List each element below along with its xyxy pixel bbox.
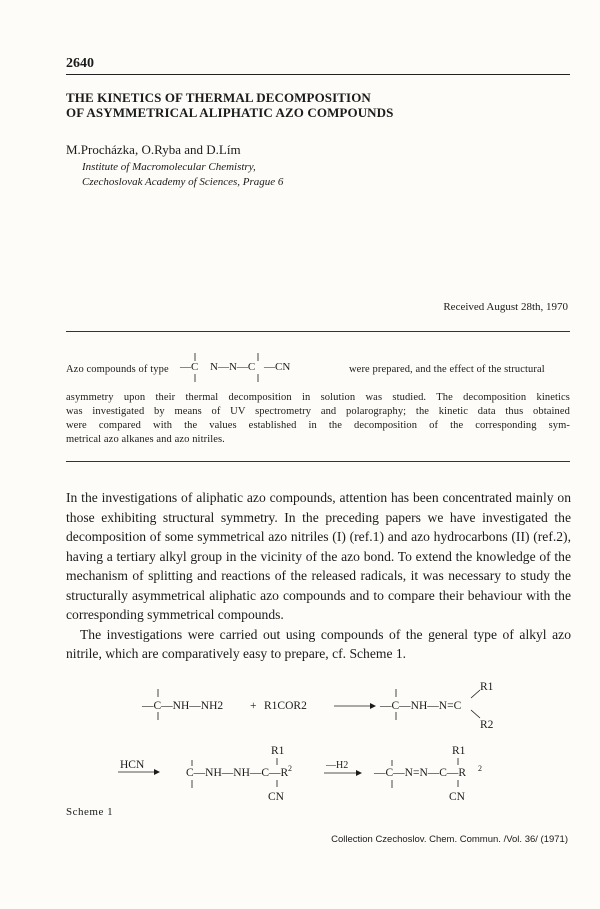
abstract-line-4: were compared with the values established in the decomposition of the corresponding sym- bbox=[66, 420, 570, 431]
row2-r1-a: R1 bbox=[271, 745, 285, 757]
abstract-line-1-pre: Azo compounds of type bbox=[66, 364, 169, 375]
svg-text:2: 2 bbox=[478, 764, 482, 773]
title-line-1: THE KINETICS OF THERMAL DECOMPOSITION bbox=[66, 90, 371, 105]
scheme-label: Scheme 1 bbox=[66, 806, 114, 818]
row1-r2: R2 bbox=[480, 719, 494, 731]
abstract-line-3: was investigated by means of UV spectrometry and polarography; the kinetic data thus obtained bbox=[66, 406, 570, 417]
svg-text:N—N—C: N—N—C bbox=[210, 361, 256, 373]
authors: M.Procházka, O.Ryba and D.Lím bbox=[66, 142, 241, 157]
row2-minus-h2: —H2 bbox=[326, 760, 349, 771]
scheme-1-diagram bbox=[66, 676, 586, 806]
svg-text:C: C bbox=[191, 361, 199, 373]
footer-citation: Collection Czechoslov. Chem. Commun. /Vol. 36/ (1971) bbox=[331, 834, 568, 845]
affiliation-line-1: Institute of Macromolecular Chemistry, bbox=[82, 161, 256, 173]
abstract-inline-formula bbox=[178, 344, 378, 386]
svg-text:—CN: —CN bbox=[264, 361, 291, 373]
row1-r1: R1 bbox=[480, 681, 494, 693]
affiliation bbox=[82, 160, 283, 190]
abstract-rule-top bbox=[66, 331, 570, 332]
paragraph-1: In the investigations of aliphatic azo compounds, attention has been concentrated mainly on those exhibiting structural symmetry. In the preceding papers we have investigated the decomposition of some symmetrical azo nitriles (I) (ref.1) and azo hydrocarbons (II) (ref.2), having a tertiary alkyl group in the vicinity of the azo bond. To extend the knowledge of the mechanism of splitting and reactions of the released radicals, it was necessary to study the structurally asymmetrical aliphatic azo compounds and to compare their behaviour with the corresponding symmetrical compounds. bbox=[66, 490, 571, 622]
article-title bbox=[66, 90, 393, 120]
header-rule bbox=[66, 74, 570, 75]
row1-product: —C—NH—N=C bbox=[380, 700, 462, 712]
abstract-line-1-post: were prepared, and the effect of the structural bbox=[349, 364, 545, 375]
abstract-rule-bottom bbox=[66, 461, 570, 462]
affiliation-line-2: Czechoslovak Academy of Sciences, Prague 6 bbox=[82, 176, 284, 188]
row2-hcn: HCN bbox=[120, 759, 145, 771]
received-date: Received August 28th, 1970 bbox=[443, 301, 568, 313]
body-text bbox=[66, 488, 571, 664]
abstract-line-2: asymmetry upon their thermal decomposition in solution was studied. The decomposition kinetics bbox=[66, 392, 570, 403]
svg-text:—C—N=N—C—R: —C—N=N—C—R bbox=[374, 767, 467, 779]
abstract-line-5: metrical azo alkanes and azo nitriles. bbox=[66, 434, 225, 445]
title-line-2: OF ASYMMETRICAL ALIPHATIC AZO COMPOUNDS bbox=[66, 105, 394, 120]
row2-r1-b: R1 bbox=[452, 745, 466, 757]
row2-cn-b: CN bbox=[449, 791, 465, 803]
svg-text:C—NH—NH—C—R: C—NH—NH—C—R bbox=[186, 767, 289, 779]
abstract-line-1 bbox=[66, 364, 169, 375]
row1-reactant: —C—NH—NH2 bbox=[142, 700, 224, 712]
svg-text:—: — bbox=[180, 361, 191, 373]
paragraph-2: The investigations were carried out using compounds of the general type of alkyl azo nitrile, which are comparatively easy to prepare, cf. Scheme 1. bbox=[66, 626, 571, 661]
row2-cn-a: CN bbox=[268, 791, 284, 803]
svg-text:2: 2 bbox=[288, 764, 292, 773]
page-number: 2640 bbox=[66, 56, 94, 71]
row1-reagent: R1COR2 bbox=[264, 700, 307, 712]
row1-plus: + bbox=[250, 700, 257, 712]
